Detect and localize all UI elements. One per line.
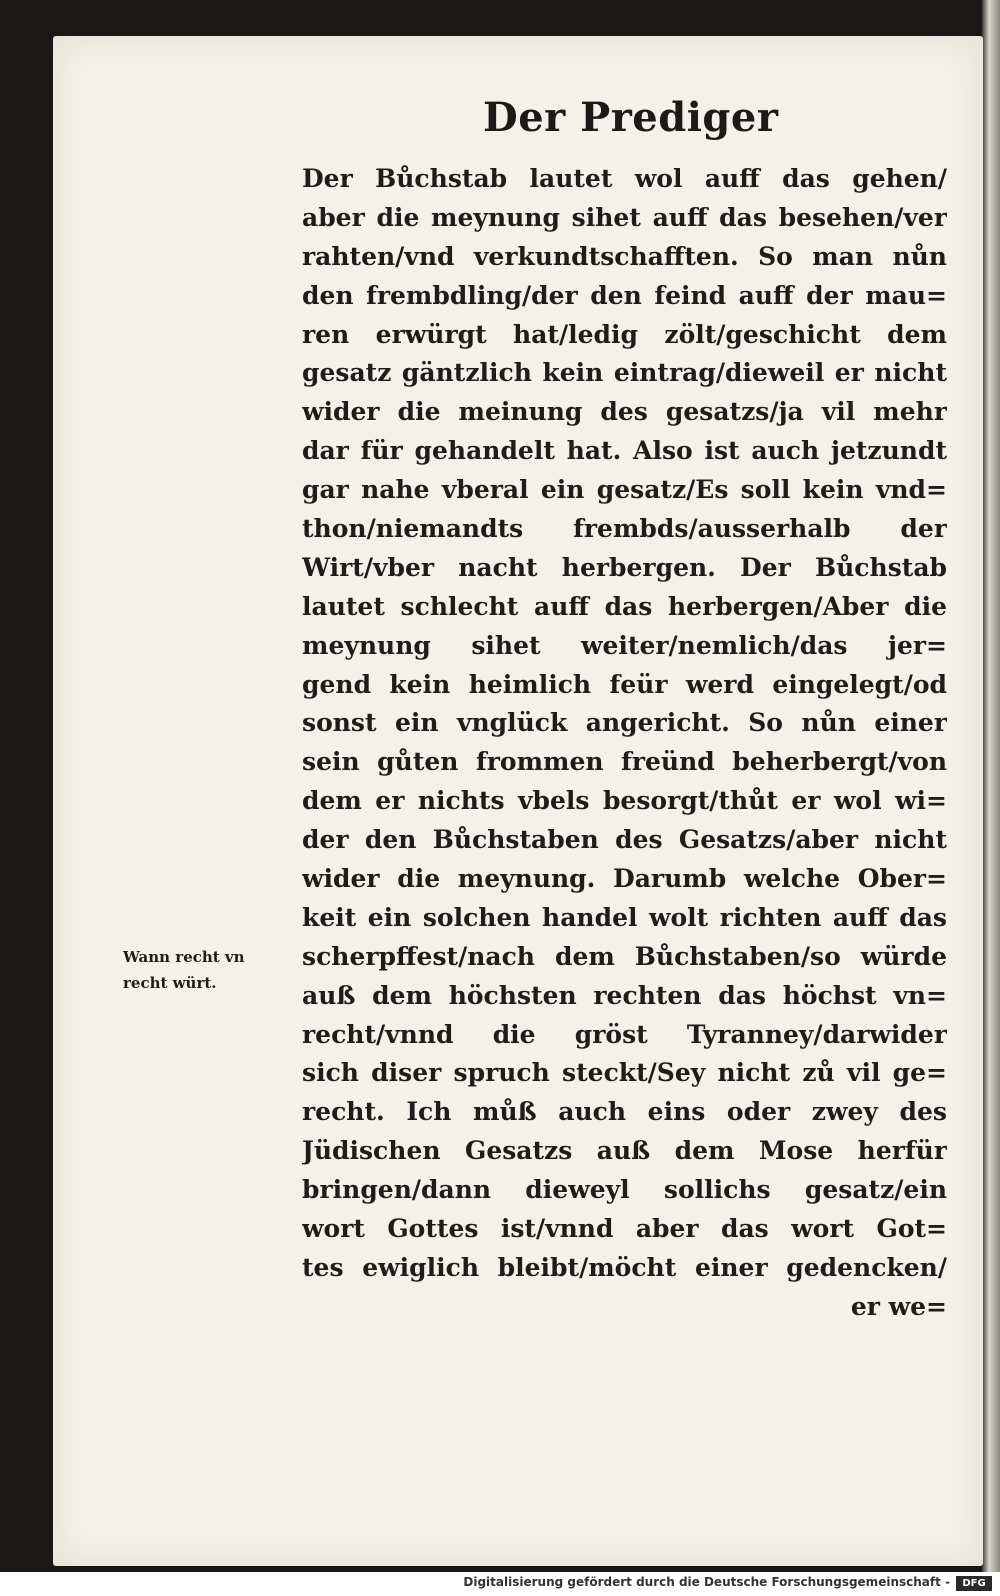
body-text xyxy=(302,160,947,1327)
marginal-note-line: Wann recht vn xyxy=(123,948,245,966)
running-header: Der Prediger xyxy=(483,94,779,141)
text-line: dar für gehandelt hat. Also ist auch jetzundt xyxy=(302,436,947,466)
text-line: keit ein solchen handel wolt richten auff das xyxy=(302,902,947,932)
text-line: Jüdischen Gesatzs auß dem Mose herfür xyxy=(302,1136,947,1166)
text-line: tes ewiglich bleibt/möcht einer gedencken/ xyxy=(302,1252,947,1282)
catchword: er we= xyxy=(850,1291,947,1321)
text-line: ren erwürgt hat/ledig zölt/geschicht dem xyxy=(302,319,947,349)
dfg-logo: DFG xyxy=(956,1576,992,1591)
text-line: scherpffest/nach dem Bůchstaben/so würde xyxy=(302,941,947,971)
text-line: dem er nichts vbels besorgt/thůt er wol wi= xyxy=(302,786,947,816)
text-line: gar nahe vberal ein gesatz/Es soll kein vnd= xyxy=(302,475,947,505)
text-line: auß dem höchsten rechten das höchst vn= xyxy=(302,980,947,1010)
book-edge xyxy=(982,0,1000,1572)
text-line: sein gůten frommen freünd beherbergt/von xyxy=(302,747,947,777)
marginal-note xyxy=(123,944,293,996)
text-line: wider die meinung des gesatzs/ja vil mehr xyxy=(302,397,947,427)
footer-bar xyxy=(0,1572,1000,1596)
book-page xyxy=(53,36,983,1566)
text-line: thon/niemandts frembds/ausserhalb der xyxy=(302,514,947,544)
text-line: gesatz gäntzlich kein eintrag/dieweil er nicht xyxy=(302,358,947,388)
text-line: sich diser spruch steckt/Sey nicht zů vil ge= xyxy=(302,1058,947,1088)
text-line: sonst ein vnglück angericht. So nůn einer xyxy=(302,708,947,738)
funding-notice: Digitalisierung gefördert durch die Deutsche Forschungsgemeinschaft - xyxy=(463,1575,950,1589)
text-line: aber die meynung sihet auff das besehen/ver xyxy=(302,202,947,232)
text-line: Der Bůchstab lautet wol auff das gehen/ xyxy=(302,164,947,193)
text-line: wort Gottes ist/vnnd aber das wort Got= xyxy=(302,1214,947,1244)
text-line: wider die meynung. Darumb welche Ober= xyxy=(302,864,947,894)
text-line: den frembdling/der den feind auff der mau= xyxy=(302,280,947,310)
text-line: der den Bůchstaben des Gesatzs/aber nicht xyxy=(302,825,947,855)
text-line: recht. Ich můß auch eins oder zwey des xyxy=(302,1097,947,1127)
text-line: rahten/vnd verkundtschafften. So man nůn xyxy=(302,241,947,271)
text-line: recht/vnnd die gröst Tyranney/darwider xyxy=(302,1019,947,1049)
marginal-note-line: recht würt. xyxy=(123,974,217,992)
text-line: meynung sihet weiter/nemlich/das jer= xyxy=(302,630,947,660)
text-line: Wirt/vber nacht herbergen. Der Bůchstab xyxy=(302,552,947,582)
text-line: lautet schlecht auff das herbergen/Aber die xyxy=(302,591,947,621)
text-line: bringen/dann dieweyl sollichs gesatz/ein xyxy=(302,1175,947,1205)
text-line: gend kein heimlich feür werd eingelegt/od xyxy=(302,669,947,699)
